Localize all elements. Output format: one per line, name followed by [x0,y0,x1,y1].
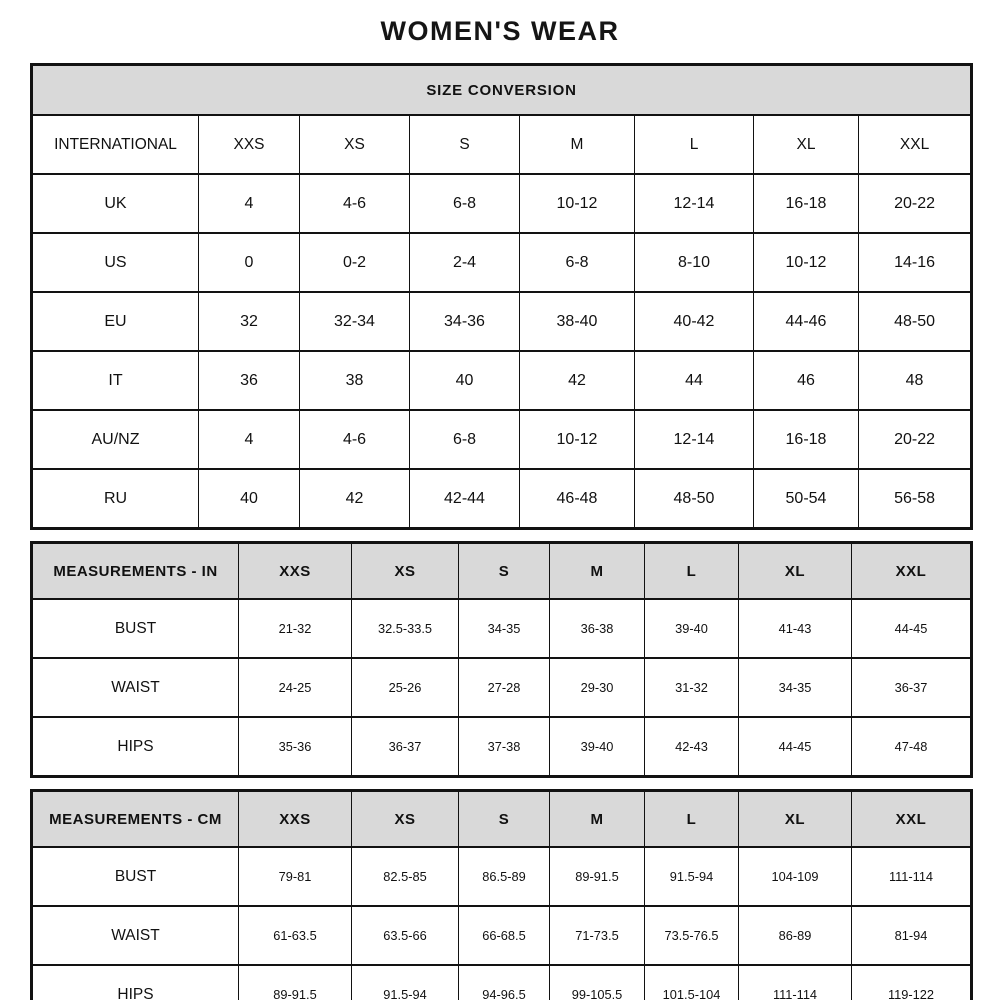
value-cell: 99-105.5 [550,965,645,1000]
column-header-cell: S [459,543,550,600]
value-cell: 63.5-66 [352,906,459,965]
value-cell: 81-94 [852,906,972,965]
value-cell: 4 [199,174,300,233]
table-row [32,410,972,469]
table-row [32,599,972,658]
value-cell: 40 [410,351,520,410]
value-cell: 42-44 [410,469,520,529]
column-header-cell: MEASUREMENTS - IN [32,543,239,600]
value-cell: 6-8 [520,233,635,292]
row-label-cell: HIPS [32,717,239,777]
column-header-cell: INTERNATIONAL [32,115,199,174]
column-header-cell: XS [352,543,459,600]
value-cell: 89-91.5 [239,965,352,1000]
value-cell: 16-18 [754,410,859,469]
value-cell: 36-38 [550,599,645,658]
value-cell: 36 [199,351,300,410]
value-cell: 4-6 [300,410,410,469]
column-header-cell: XS [300,115,410,174]
value-cell: 34-35 [459,599,550,658]
value-cell: 32-34 [300,292,410,351]
column-header-row [32,543,972,600]
table-row [32,233,972,292]
value-cell: 94-96.5 [459,965,550,1000]
table-title-cell: SIZE CONVERSION [32,65,972,116]
value-cell: 20-22 [859,174,972,233]
value-cell: 44-45 [739,717,852,777]
table-row [32,847,972,906]
value-cell: 46 [754,351,859,410]
column-header-cell: M [520,115,635,174]
table-row [32,292,972,351]
value-cell: 6-8 [410,410,520,469]
value-cell: 6-8 [410,174,520,233]
value-cell: 101.5-104 [645,965,739,1000]
value-cell: 61-63.5 [239,906,352,965]
value-cell: 86.5-89 [459,847,550,906]
value-cell: 39-40 [645,599,739,658]
value-cell: 34-36 [410,292,520,351]
value-cell: 48-50 [635,469,754,529]
column-header-cell: M [550,543,645,600]
size-conversion-table [30,63,973,530]
table-row [32,906,972,965]
value-cell: 91.5-94 [352,965,459,1000]
value-cell: 2-4 [410,233,520,292]
value-cell: 4-6 [300,174,410,233]
row-label-cell: AU/NZ [32,410,199,469]
value-cell: 34-35 [739,658,852,717]
value-cell: 91.5-94 [645,847,739,906]
value-cell: 40-42 [635,292,754,351]
row-label-cell: WAIST [32,906,239,965]
value-cell: 29-30 [550,658,645,717]
value-cell: 50-54 [754,469,859,529]
value-cell: 4 [199,410,300,469]
table-row [32,965,972,1000]
value-cell: 12-14 [635,174,754,233]
value-cell: 37-38 [459,717,550,777]
table-title-row [32,65,972,116]
value-cell: 35-36 [239,717,352,777]
value-cell: 119-122 [852,965,972,1000]
value-cell: 73.5-76.5 [645,906,739,965]
column-header-cell: XXS [239,543,352,600]
row-label-cell: EU [32,292,199,351]
value-cell: 25-26 [352,658,459,717]
value-cell: 44-45 [852,599,972,658]
column-header-cell: L [645,791,739,848]
row-label-cell: RU [32,469,199,529]
row-label-cell: BUST [32,847,239,906]
value-cell: 31-32 [645,658,739,717]
value-cell: 36-37 [352,717,459,777]
column-header-cell: XXL [859,115,972,174]
value-cell: 111-114 [852,847,972,906]
row-label-cell: HIPS [32,965,239,1000]
value-cell: 46-48 [520,469,635,529]
column-header-cell: L [635,115,754,174]
table-row [32,174,972,233]
value-cell: 10-12 [520,174,635,233]
column-header-cell: XL [754,115,859,174]
value-cell: 16-18 [754,174,859,233]
column-header-cell: XL [739,543,852,600]
page-title: WOMEN'S WEAR [380,16,620,46]
value-cell: 104-109 [739,847,852,906]
value-cell: 42 [520,351,635,410]
row-label-cell: US [32,233,199,292]
value-cell: 79-81 [239,847,352,906]
table-row [32,658,972,717]
value-cell: 14-16 [859,233,972,292]
value-cell: 66-68.5 [459,906,550,965]
value-cell: 10-12 [520,410,635,469]
column-header-cell: XXL [852,543,972,600]
value-cell: 38 [300,351,410,410]
measurements-in-table [30,541,973,778]
value-cell: 47-48 [852,717,972,777]
row-label-cell: IT [32,351,199,410]
value-cell: 41-43 [739,599,852,658]
column-header-cell: S [410,115,520,174]
column-header-cell: MEASUREMENTS - CM [32,791,239,848]
row-label-cell: WAIST [32,658,239,717]
value-cell: 44 [635,351,754,410]
value-cell: 36-37 [852,658,972,717]
value-cell: 20-22 [859,410,972,469]
value-cell: 0-2 [300,233,410,292]
value-cell: 8-10 [635,233,754,292]
value-cell: 10-12 [754,233,859,292]
column-header-row [32,115,972,174]
value-cell: 89-91.5 [550,847,645,906]
value-cell: 24-25 [239,658,352,717]
value-cell: 40 [199,469,300,529]
table-row [32,717,972,777]
column-header-cell: M [550,791,645,848]
column-header-cell: L [645,543,739,600]
value-cell: 86-89 [739,906,852,965]
value-cell: 39-40 [550,717,645,777]
value-cell: 42-43 [645,717,739,777]
value-cell: 38-40 [520,292,635,351]
value-cell: 71-73.5 [550,906,645,965]
value-cell: 48 [859,351,972,410]
column-header-cell: XXS [199,115,300,174]
value-cell: 82.5-85 [352,847,459,906]
value-cell: 32.5-33.5 [352,599,459,658]
value-cell: 21-32 [239,599,352,658]
row-label-cell: UK [32,174,199,233]
row-label-cell: BUST [32,599,239,658]
value-cell: 44-46 [754,292,859,351]
value-cell: 0 [199,233,300,292]
value-cell: 111-114 [739,965,852,1000]
column-header-cell: XS [352,791,459,848]
value-cell: 27-28 [459,658,550,717]
column-header-row [32,791,972,848]
value-cell: 12-14 [635,410,754,469]
value-cell: 56-58 [859,469,972,529]
column-header-cell: XXL [852,791,972,848]
value-cell: 32 [199,292,300,351]
value-cell: 48-50 [859,292,972,351]
column-header-cell: XL [739,791,852,848]
size-chart-page [30,0,970,1000]
value-cell: 42 [300,469,410,529]
measurements-cm-table [30,789,973,1000]
table-row [32,351,972,410]
table-row [32,469,972,529]
column-header-cell: S [459,791,550,848]
column-header-cell: XXS [239,791,352,848]
